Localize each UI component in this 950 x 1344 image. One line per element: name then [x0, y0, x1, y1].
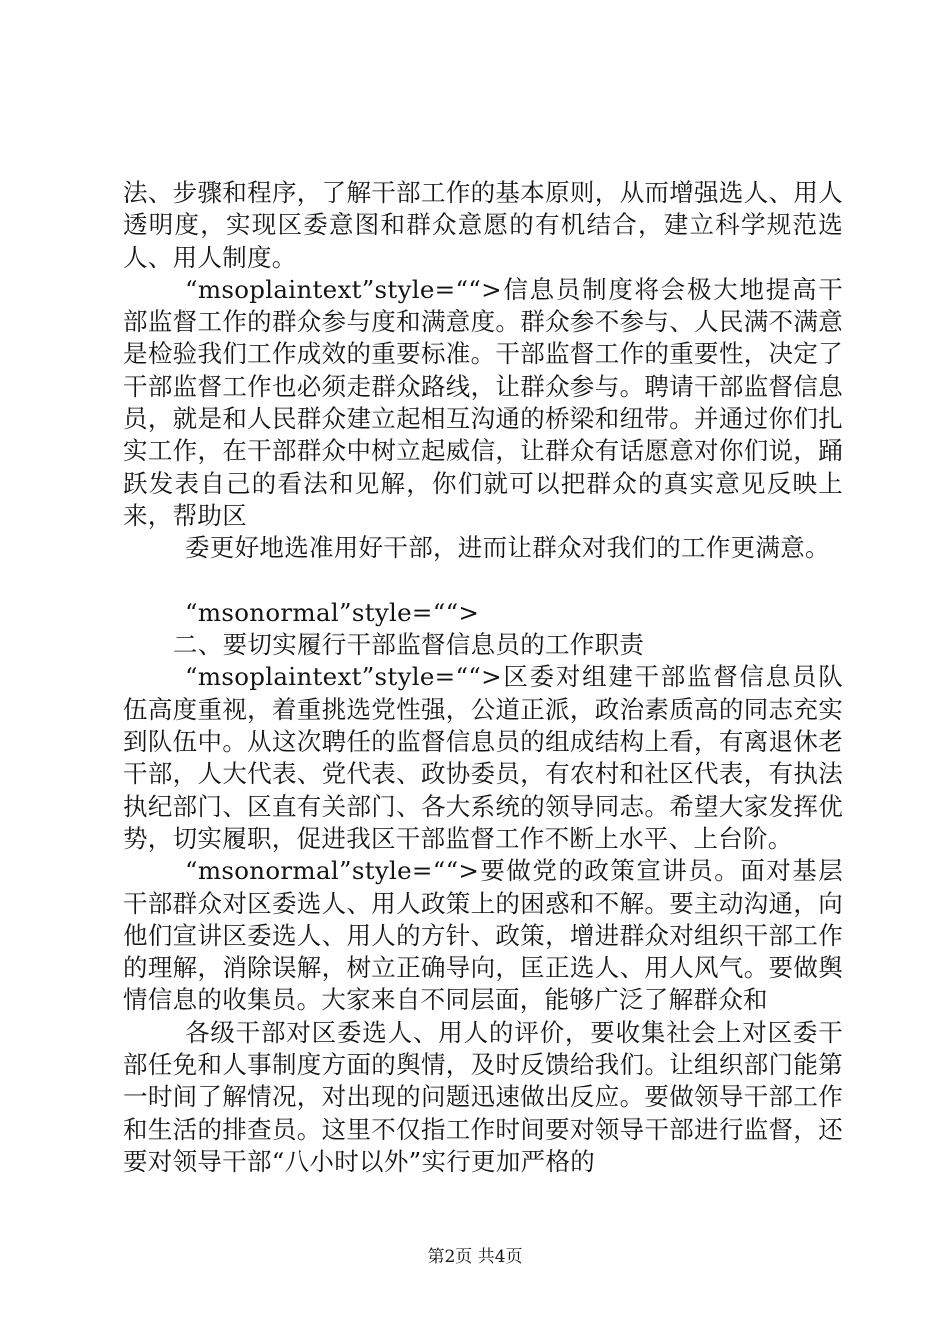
paragraph-policy-lecturer: “msonormal”style=““>要做党的政策宣讲员。面对基层干部群众对区委选人、用人政策上的困惑和不解。要主动沟通，向他们宣讲区委选人、用人的方针、政策，增进群众对组织干部工作的理解，消除误解，树立正确导向，匡正选人、用人风气。要做舆情信息的收集员。大家来自不同层面，能够广泛了解群众和: [123, 856, 843, 1015]
document-body: [123, 177, 843, 1178]
paragraph-info-system: “msoplaintext”style=““>信息员制度将会极大地提高干部监督工作的群众参与度和满意度。群众参不参与、人民满不满意是检验我们工作成效的重要标准。干部监督工作的重要性，决定了干部监督工作也必须走群众路线，让群众参与。聘请干部监督信息员，就是和人民群众建立起相互沟通的桥梁和纽带。并通过你们扎实工作，在干部群众中树立起威信，让群众有话愿意对你们说，踊跃发表自己的看法和见解，你们就可以把群众的真实意见反映上来，帮助区: [123, 274, 843, 530]
paragraph-style-marker: “msonormal”style=““>: [185, 597, 480, 627]
paragraph-team-building: “msoplaintext”style=““>区委对组建干部监督信息员队伍高度重视，着重挑选党性强，公道正派，政治素质高的同志充实到队伍中。从这次聘任的监督信息员的组成结构上看，有离退休老干部，人大代表、党代表、政协委员，有农村和社区代表，有执法执纪部门、区直有关部门、各大系统的领导同志。希望大家发挥优势，切实履职，促进我区干部监督工作不断上水平、上台阶。: [123, 662, 843, 853]
paragraph-continuation: 法、步骤和程序，了解干部工作的基本原则，从而增强选人、用人透明度，实现区委意图和群众意愿的有机结合，建立科学规范选人、用人制度。: [123, 178, 843, 272]
blank-line: [123, 565, 843, 597]
paragraph-info-system-end: 委更好地选准用好干部，进而让群众对我们的工作更满意。: [185, 533, 830, 563]
section-heading: 二、要切实履行干部监督信息员的工作职责: [173, 630, 645, 660]
page-number-footer: 第2页 共4页: [427, 1247, 523, 1267]
paragraph-feedback-duties: 各级干部对区委选人、用人的评价，要收集社会上对区委干部任免和人事制度方面的舆情，及时反馈给我们。让组织部门能第一时间了解情况，对出现的问题迅速做出反应。要做领导干部工作和生活的排查员。这里不仅指工作时间要对领导干部进行监督，还要对领导干部“八小时以外”实行更加严格的: [123, 1017, 843, 1176]
